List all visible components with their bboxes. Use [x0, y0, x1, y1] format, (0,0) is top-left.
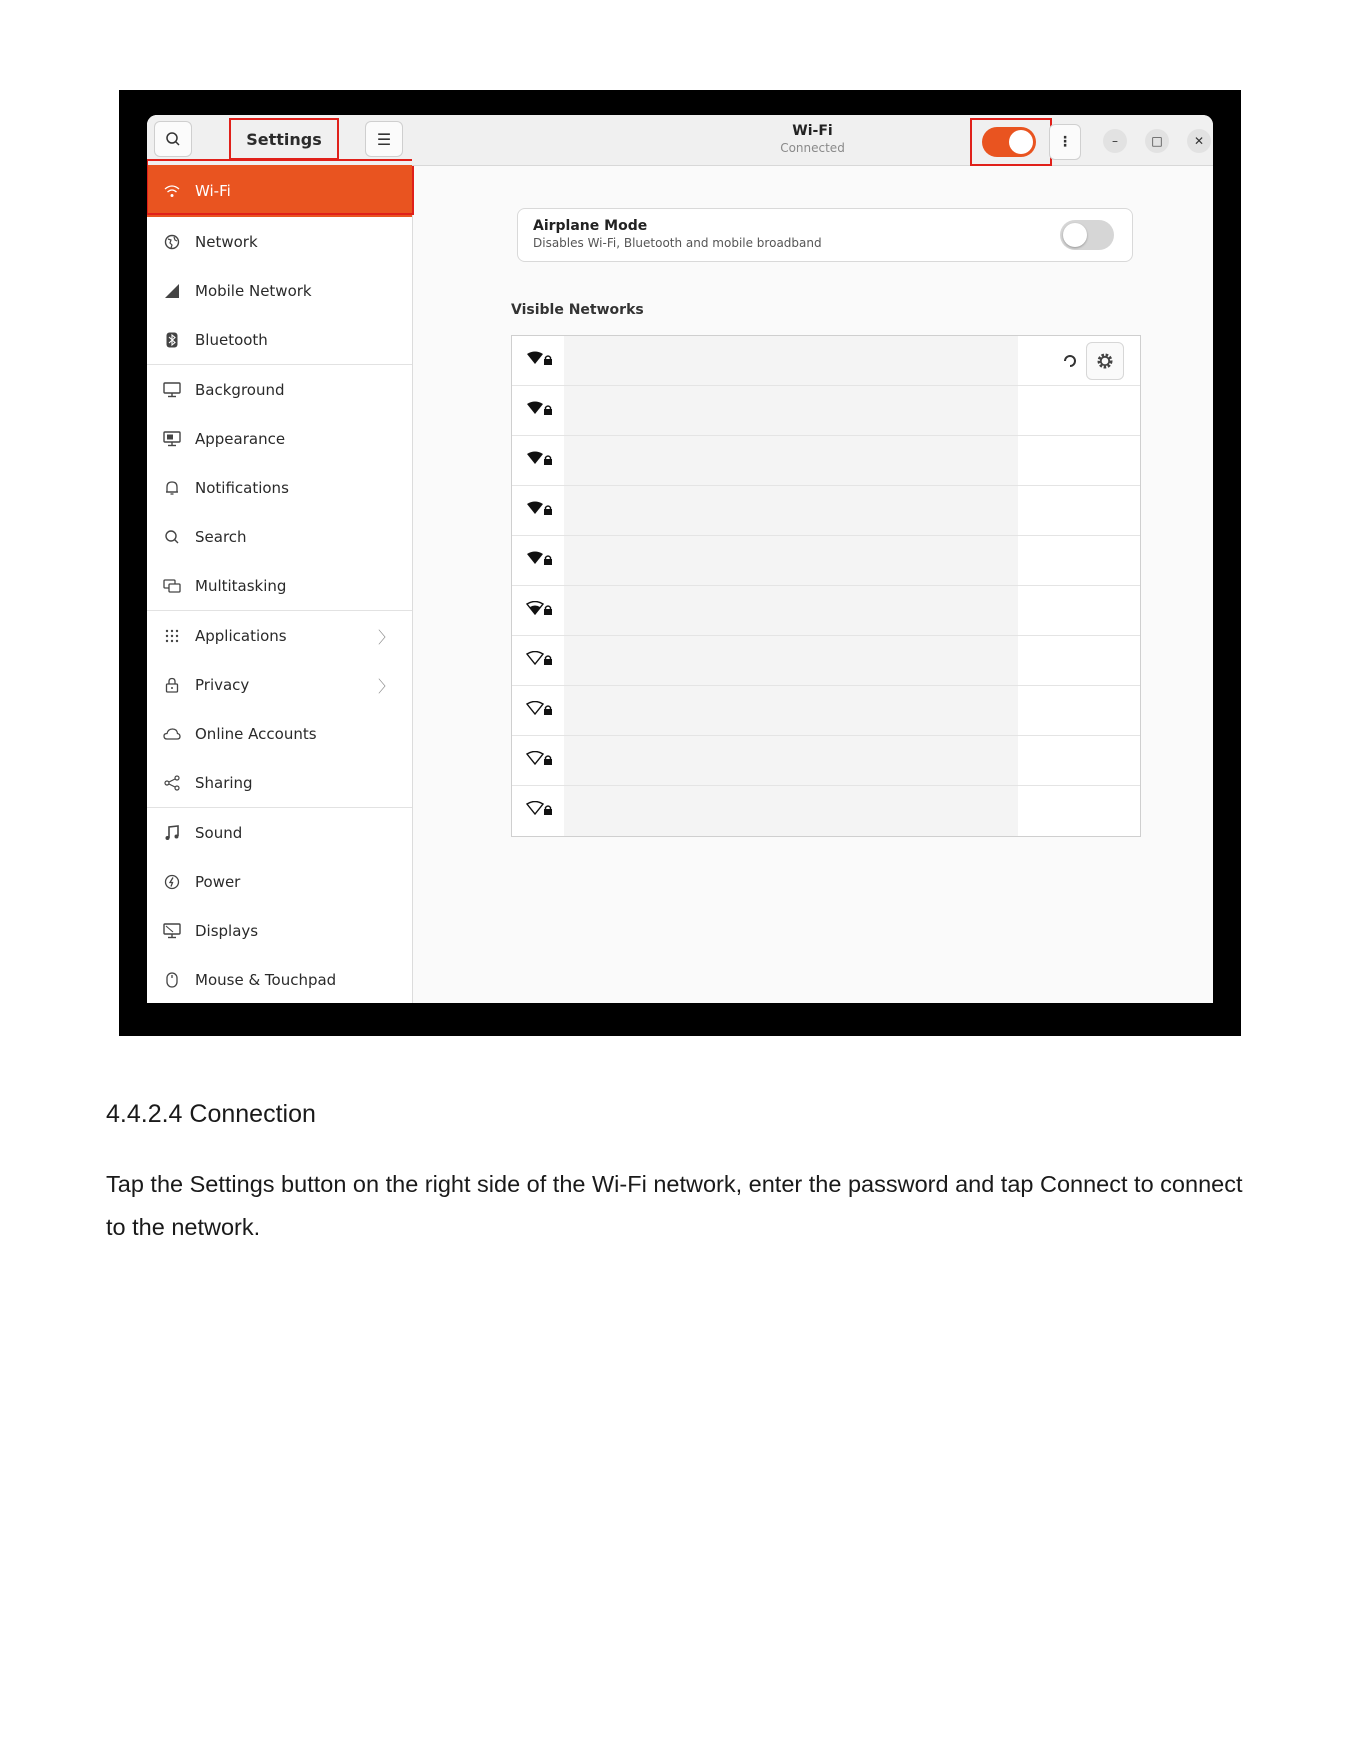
- globe-icon: [163, 234, 181, 250]
- network-name-redacted: [564, 536, 1018, 585]
- sidebar-item-power[interactable]: [147, 857, 412, 906]
- network-row[interactable]: [512, 636, 1140, 686]
- network-row[interactable]: [512, 386, 1140, 436]
- sidebar-item-sound[interactable]: [147, 807, 412, 857]
- settings-window: [147, 115, 1213, 1003]
- wifi-highlight-box: [147, 159, 414, 215]
- sidebar-item-sharing[interactable]: [147, 758, 412, 807]
- sidebar-item-label: Mouse & Touchpad: [195, 970, 337, 989]
- network-name-redacted: [564, 486, 1018, 535]
- more-options-button[interactable]: [1049, 124, 1081, 160]
- bell-icon: [163, 480, 181, 496]
- wifi-signal-lock-icon: [526, 751, 556, 771]
- sidebar-item-background[interactable]: [147, 364, 412, 414]
- cloud-icon: [163, 727, 181, 741]
- sidebar-item-appearance[interactable]: [147, 414, 412, 463]
- close-button[interactable]: [1187, 129, 1211, 153]
- music-note-icon: [163, 825, 181, 841]
- mouse-icon: [163, 972, 181, 988]
- gear-icon: [1095, 351, 1115, 371]
- network-name-redacted: [564, 736, 1018, 785]
- sidebar-item-label: Multitasking: [195, 576, 287, 595]
- visible-networks-title: Visible Networks: [511, 302, 644, 318]
- display-icon: [163, 923, 181, 939]
- section-paragraph: Tap the Settings button on the right side of the Wi-Fi network, enter the password and tap Connect to connect to the network.: [106, 1171, 1243, 1240]
- sidebar-item-multitasking[interactable]: [147, 561, 412, 610]
- network-list: [511, 335, 1141, 837]
- airplane-mode-toggle[interactable]: [1060, 220, 1114, 250]
- close-icon: ✕: [1193, 134, 1205, 148]
- network-name-redacted: [564, 336, 1018, 385]
- sidebar-item-label: Power: [195, 872, 241, 891]
- appearance-icon: [163, 431, 181, 447]
- toggle-highlight-box: [970, 118, 1052, 166]
- sidebar-item-displays[interactable]: [147, 906, 412, 955]
- sidebar-item-label: Applications: [195, 626, 287, 645]
- maximize-icon: □: [1151, 134, 1163, 148]
- sidebar-list: [147, 165, 412, 1003]
- maximize-button[interactable]: [1145, 129, 1169, 153]
- sidebar-item-label: Notifications: [195, 478, 289, 497]
- section-heading: 4.4.2.4 Connection: [106, 1100, 316, 1128]
- bluetooth-icon: [163, 332, 181, 348]
- hamburger-icon: ☰: [376, 129, 392, 149]
- chevron-right-icon: 〉: [377, 628, 394, 647]
- network-row[interactable]: [512, 336, 1140, 386]
- toggle-knob: [1063, 223, 1087, 247]
- network-settings-button[interactable]: [1086, 342, 1124, 380]
- network-row[interactable]: [512, 586, 1140, 636]
- network-name-redacted: [564, 636, 1018, 685]
- minimize-icon: –: [1112, 134, 1118, 148]
- wifi-signal-lock-icon: [526, 451, 556, 471]
- sidebar-item-label: Displays: [195, 921, 259, 940]
- wifi-signal-lock-icon: [526, 701, 556, 721]
- network-row[interactable]: [512, 486, 1140, 536]
- sidebar-item-label: Sharing: [195, 773, 253, 792]
- monitor-icon: [163, 382, 181, 398]
- network-name-redacted: [564, 686, 1018, 735]
- network-row[interactable]: [512, 436, 1140, 486]
- sidebar-item-label: Search: [195, 527, 247, 546]
- sidebar: [147, 115, 413, 1003]
- power-icon: [163, 874, 181, 890]
- wifi-signal-lock-icon: [526, 501, 556, 521]
- sidebar-item-label: Privacy: [195, 675, 250, 694]
- minimize-button[interactable]: [1103, 129, 1127, 153]
- screenshot-frame: [119, 90, 1241, 1036]
- chevron-right-icon: 〉: [377, 677, 394, 696]
- signal-icon: [163, 283, 181, 299]
- sidebar-item-online-accounts[interactable]: [147, 709, 412, 758]
- wifi-signal-lock-icon: [526, 551, 556, 571]
- sidebar-item-search[interactable]: [147, 512, 412, 561]
- airplane-mode-title: Airplane Mode: [533, 218, 648, 234]
- sidebar-item-applications[interactable]: [147, 610, 412, 660]
- sidebar-item-label: Sound: [195, 823, 243, 842]
- sidebar-item-mouse-touchpad[interactable]: [147, 955, 412, 1003]
- network-name-redacted: [564, 786, 1018, 836]
- network-row[interactable]: [512, 536, 1140, 586]
- sidebar-item-label: Bluetooth: [195, 330, 268, 349]
- wifi-signal-lock-icon: [526, 351, 556, 371]
- sidebar-item-privacy[interactable]: [147, 660, 412, 709]
- sidebar-item-label: Mobile Network: [195, 281, 312, 300]
- network-row[interactable]: [512, 786, 1140, 836]
- sidebar-item-label: Appearance: [195, 429, 286, 448]
- sidebar-item-label: Online Accounts: [195, 724, 317, 743]
- wifi-signal-lock-icon: [526, 651, 556, 671]
- lock-icon: [163, 677, 181, 693]
- search-icon: [163, 529, 181, 545]
- share-icon: [163, 775, 181, 791]
- wifi-signal-lock-icon: [526, 401, 556, 421]
- network-name-redacted: [564, 386, 1018, 435]
- page-title: Wi-Fi: [792, 123, 833, 139]
- network-name-redacted: [564, 436, 1018, 485]
- airplane-mode-row: [517, 208, 1133, 262]
- sidebar-item-label: Background: [195, 380, 285, 399]
- apps-grid-icon: [163, 629, 181, 643]
- sidebar-item-label: Network: [195, 232, 258, 251]
- search-icon: [165, 131, 181, 147]
- sidebar-item-mobile-network[interactable]: [147, 266, 412, 315]
- wifi-signal-lock-icon: [526, 601, 556, 621]
- sidebar-item-notifications[interactable]: [147, 463, 412, 512]
- multitasking-icon: [163, 578, 181, 594]
- refresh-spinner-icon: [1062, 353, 1078, 369]
- wifi-signal-lock-icon: [526, 801, 556, 821]
- network-row[interactable]: [512, 736, 1140, 786]
- network-row[interactable]: [512, 686, 1140, 736]
- main-header: [412, 115, 1213, 166]
- sidebar-item-label: Wi-Fi: [195, 182, 231, 200]
- network-name-redacted: [564, 586, 1018, 635]
- vertical-dots-icon: ⋮: [1058, 134, 1072, 150]
- airplane-mode-subtitle: Disables Wi-Fi, Bluetooth and mobile broadband: [533, 236, 822, 250]
- search-button[interactable]: [154, 121, 192, 157]
- sidebar-item-bluetooth[interactable]: [147, 315, 412, 364]
- sidebar-item-network[interactable]: [147, 217, 412, 266]
- page-subtitle: Connected: [780, 141, 845, 155]
- main-menu-button[interactable]: [365, 121, 403, 157]
- sidebar-title: Settings: [229, 118, 339, 160]
